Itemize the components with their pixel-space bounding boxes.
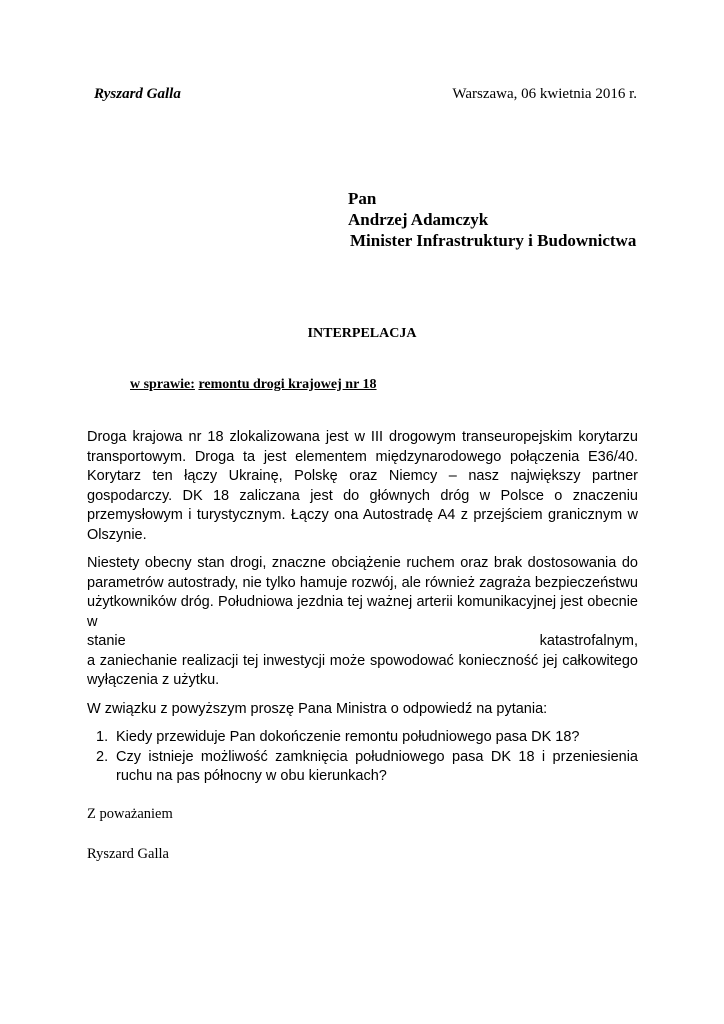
author-name-header: Ryszard Galla xyxy=(94,86,181,102)
paragraph-3: W związku z powyższym proszę Pana Ministra o odpowiedź na pytania: xyxy=(87,700,548,717)
letter-body xyxy=(87,428,638,787)
recipient-block xyxy=(348,188,636,251)
date-place: Warszawa, 06 kwietnia 2016 r. xyxy=(452,86,637,102)
question-text: Czy istnieje możliwość zamknięcia południowego pasa DK 18 i przeniesienia ruchu na pas północny w obu kierunkach? xyxy=(116,748,638,784)
paragraph-2-split-line xyxy=(87,632,638,652)
recipient-salutation: Pan xyxy=(348,189,377,208)
subject-label: w sprawie: xyxy=(130,377,195,392)
recipient-position: Minister Infrastruktury i Budownictwa xyxy=(350,231,637,250)
list-item xyxy=(87,748,638,787)
subject-text: remontu drogi krajowej nr 18 xyxy=(198,377,377,392)
paragraph-2-part-1: Niestety obecny stan drogi, znaczne obciążenie ruchem oraz brak dostosowania do parametrów autostrady, nie tylko hamuje rozwój, ale również zagraża bezpieczeństwu użytkowników dróg. Południowa jezdnia tej ważnej arterii komunikacyjnej jest obecnie w xyxy=(87,555,638,630)
paragraph-2-word-right: katastrofalnym, xyxy=(539,633,638,649)
document-title: INTERPELACJA xyxy=(307,326,417,341)
question-number: 1. xyxy=(96,729,109,745)
paragraph-2-continuation: a zaniechanie realizacji tej inwestycji może spowodować konieczność jej całkowitego wyłączenia z użytku. xyxy=(87,652,638,688)
closing-phrase: Z poważaniem xyxy=(87,806,173,822)
signature-name: Ryszard Galla xyxy=(87,846,169,862)
recipient-name: Andrzej Adamczyk xyxy=(348,210,489,229)
paragraph-2 xyxy=(87,554,638,632)
subject-line xyxy=(130,377,377,393)
questions-list xyxy=(87,728,638,787)
question-text: Kiedy przewiduje Pan dokończenie remontu południowego pasa DK 18? xyxy=(116,729,580,745)
list-item xyxy=(87,728,638,748)
paragraph-2-word-left: stanie xyxy=(87,633,126,649)
question-number: 2. xyxy=(96,748,109,765)
paragraph-1: Droga krajowa nr 18 zlokalizowana jest w III drogowym transeuropejskim korytarzu transportowym. Droga ta jest elementem międzynarodowego połączenia E36/40. Korytarz ten łączy Ukrainę, Polskę oraz Niemcy – nasz największy partner gospodarczy. DK 18 zaliczana jest do głównych dróg w Polsce o znaczeniu przemysłowym i turystycznym. Łączy ona Autostradę A4 z przejściem granicznym w Olszynie. xyxy=(87,429,638,543)
